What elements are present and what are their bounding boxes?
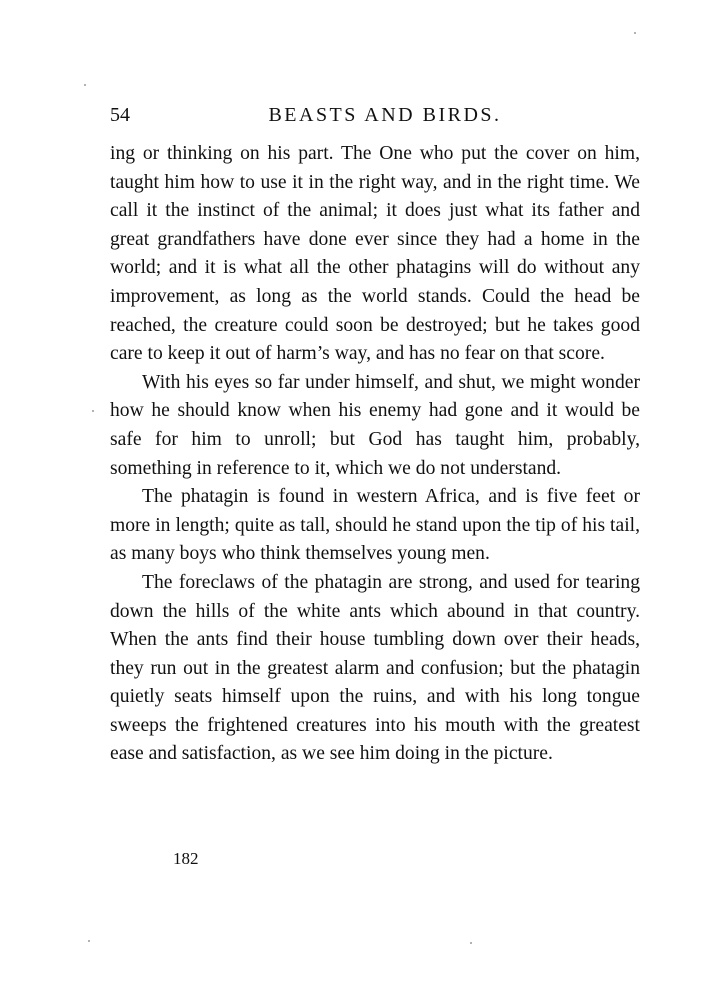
paper-speck (92, 410, 94, 412)
page-number: 54 (110, 104, 130, 126)
body-text (110, 140, 640, 769)
running-head (110, 102, 640, 128)
signature-mark: 182 (173, 849, 199, 868)
paragraph: The phatagin is found in western Africa, and is five feet or more in length; quite as tall, should he stand upon the tip of his tail, as many boys who think themselves young men. (110, 486, 640, 565)
running-title: BEASTS AND BIRDS. (268, 104, 502, 126)
paper-speck (84, 84, 86, 86)
paragraph: With his eyes so far under himself, and shut, we might wonder how he should know when his enemy had gone and it would be safe for him to unroll; but God has taught him, probably, something in reference to it, which we do not understand. (110, 371, 640, 479)
paper-speck (634, 32, 636, 34)
paper-speck (470, 942, 472, 944)
paragraph: The foreclaws of the phatagin are strong, and used for tearing down the hills of the white ants which abound in that country. When the ants find their house tumbling down over their heads, they run out in the greatest alarm and confusion; but the phatagin quietly seats himself upon the ruins, and with his long tongue sweeps the frightened creatures into his mouth with the greatest ease and satisfaction, as we see him doing in the picture. (110, 571, 640, 765)
paragraph-continued: ing or thinking on his part. The One who put the cover on him, taught him how to use it in the right way, and in the right time. We call it the instinct of the animal; it does just what its father and great grandfathers have done ever since they had a home in the world; and it is what all the other phatagins will do without any improvement, as long as the world stands. Could the head be reached, the creature could soon be destroyed; but he takes good care to keep it out of harm’s way, and has no fear on that score. (110, 143, 640, 365)
paper-speck (88, 940, 90, 942)
